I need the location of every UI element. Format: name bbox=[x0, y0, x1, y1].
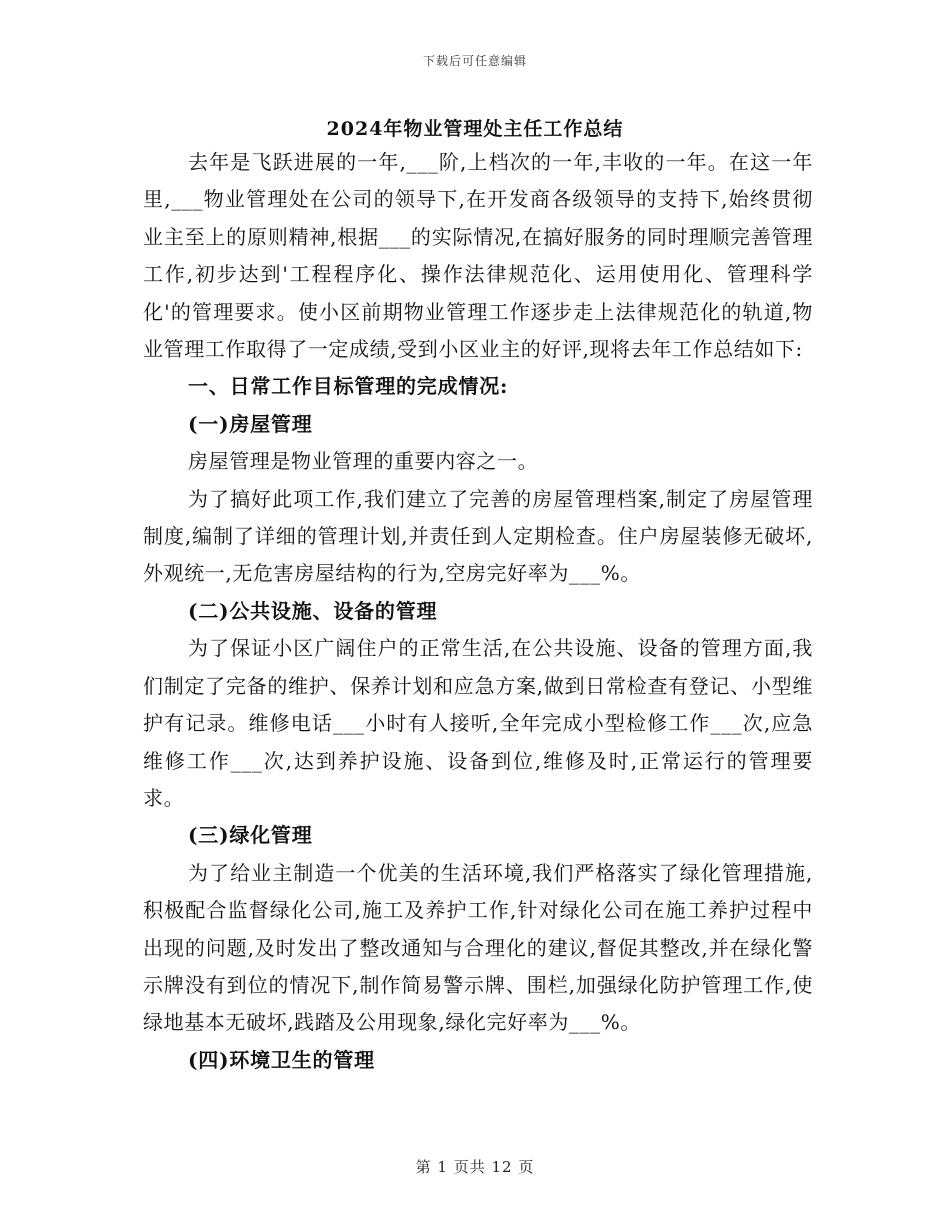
document-title: 2024年物业管理处主任工作总结 bbox=[326, 118, 624, 140]
document-body bbox=[143, 144, 813, 1079]
page-footer: 第 1 页共 12 页 bbox=[415, 1158, 535, 1176]
greening-paragraph: 为了给业主制造一个优美的生活环境,我们严格落实了绿化管理措施,积极配合监督绿化公司,施工及养护工作,针对绿化公司在施工养护过程中出现的问题,及时发出了整改通知与合理化的建议,督促其整改,并在绿化警示牌没有到位的情况下,制作简易警示牌、围栏,加强绿化防护管理工作,使绿地基本无破坏,践踏及公用现象,绿化完好率为___%。 bbox=[143, 860, 813, 1035]
subsection-heading-greening: (三)绿化管理 bbox=[188, 823, 313, 848]
housing-paragraph-2: 为了搞好此项工作,我们建立了完善的房屋管理档案,制定了房屋管理制度,编制了详细的管理计划,并责任到人定期检查。住户房屋装修无破坏,外观统一,无危害房屋结构的行为,空房完好率为___%。 bbox=[143, 486, 813, 586]
intro-paragraph: 去年是飞跃进展的一年,___阶,上档次的一年,丰收的一年。在这一年里,___物业管理处在公司的领导下,在开发商各级领导的支持下,始终贯彻业主至上的原则精神,根据___的实际情况,在搞好服务的同时理顺完善管理工作,初步达到'工程程序化、操作法律规范化、运用使用化、管理科学化'的管理要求。使小区前期物业管理工作逐步走上法律规范化的轨道,物业管理工作取得了一定成绩,受到小区业主的好评,现将去年工作总结如下: bbox=[143, 150, 813, 362]
subsection-heading-facilities: (二)公共设施、设备的管理 bbox=[188, 598, 438, 623]
section-heading-1: 一、日常工作目标管理的完成情况: bbox=[188, 374, 509, 399]
subsection-heading-sanitation: (四)环境卫生的管理 bbox=[188, 1047, 375, 1072]
housing-paragraph-1: 房屋管理是物业管理的重要内容之一。 bbox=[188, 449, 539, 474]
facilities-paragraph: 为了保证小区广阔住户的正常生活,在公共设施、设备的管理方面,我们制定了完备的维护、保养计划和应急方案,做到日常检查有登记、小型维护有记录。维修电话___小时有人接听,全年完成小型检修工作___次,应急维修工作___次,达到养护设施、设备到位,维修及时,正常运行的管理要求。 bbox=[143, 636, 813, 810]
subsection-heading-housing: (一)房屋管理 bbox=[188, 411, 313, 436]
page-header: 下载后可任意编辑 bbox=[422, 54, 527, 68]
